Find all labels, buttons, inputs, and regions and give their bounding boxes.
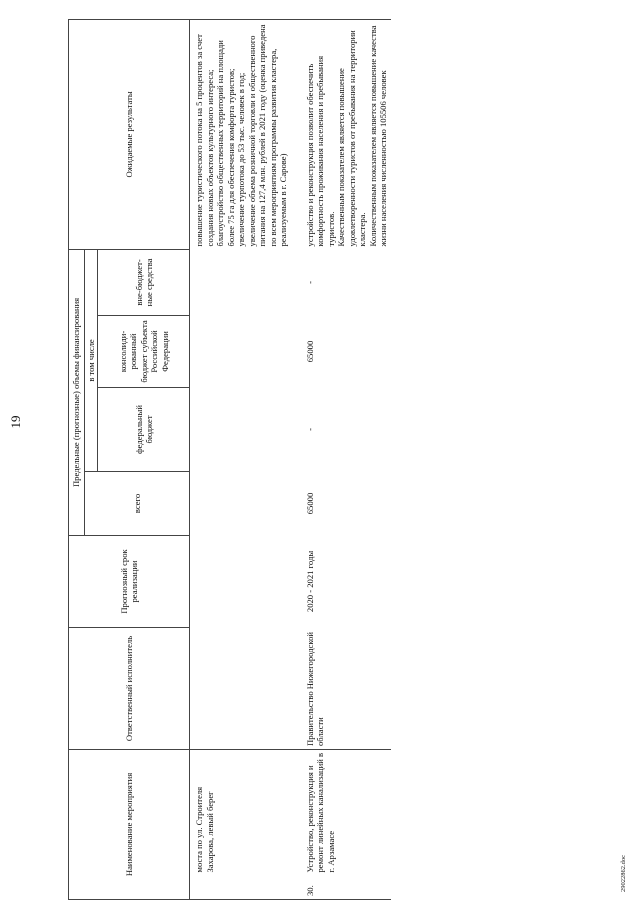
header-total: всего [85, 471, 190, 535]
row-federal: - [304, 428, 315, 431]
row-consolidated [190, 315, 303, 387]
header-term: Прогнозный срок реализации [69, 535, 190, 627]
row-total [190, 471, 303, 535]
header-offbudget: вне-бюджет-ные средства [98, 249, 190, 315]
table-header [69, 19, 190, 899]
footer-code: 29022862.doc [620, 854, 627, 892]
header-name: Наименование мероприятия [69, 749, 190, 899]
row-number [190, 876, 303, 900]
table-row [303, 19, 391, 899]
row-term [190, 535, 303, 627]
row-name: Устройство, реконструкция и ремонт линейных канализаций в г. Арзамасе [303, 749, 391, 875]
header-including: в том числе [85, 249, 98, 471]
row-term: 2020 - 2021 годы [304, 550, 315, 613]
funding-table [68, 19, 391, 900]
row-consolidated: 65000 [304, 340, 315, 363]
row-offbudget [190, 249, 303, 315]
header-executor: Ответственный исполнитель [69, 627, 190, 749]
row-offbudget: - [304, 281, 315, 284]
header-consolidated: консолиди-рованный бюджет субъекта Российской Федерации [98, 315, 190, 387]
header-results: Ожидаемые результаты [69, 19, 190, 249]
row-results: повышение туристического потока на 5 процентов за счет создания новых объектов культурного интереса; благоустройство общественных территорий на площади более 75 га для обеспечения комфорта туристов; увеличение турпотока до 53 тыс. человек в год; увеличение объема розничной торговли и общественного питания на 127,4 млн. рублей в 2021 году (оценка приведена по всем мероприятиям программы развития кластера, реализуемым в г. Сарове) [190, 19, 303, 249]
header-funding: Предельные (прогнозные) объемы финансирования [69, 249, 85, 535]
row-results: устройство и реконструкция позволит обеспечить комфортность проживания населения и пребывания туристов. Качественным показателем является повышение удовлетворенности туристов от пребывания на территории кластера. Количественным показателем является повышение качества жизни населения численностью 105506 человек [303, 19, 391, 249]
row-total: 65000 [304, 492, 315, 515]
page-number: 19 [8, 415, 23, 429]
document-table-sheet [68, 20, 613, 900]
row-federal [190, 387, 303, 471]
row-number: 30. [303, 876, 391, 900]
table-row [190, 19, 303, 899]
header-federal: федеральный бюджет [98, 387, 190, 471]
row-executor [190, 627, 303, 749]
row-executor: Правительство Нижегородской области [304, 632, 326, 746]
row-name: моста по ул. Строителя Захарова, левый берег [190, 749, 303, 875]
